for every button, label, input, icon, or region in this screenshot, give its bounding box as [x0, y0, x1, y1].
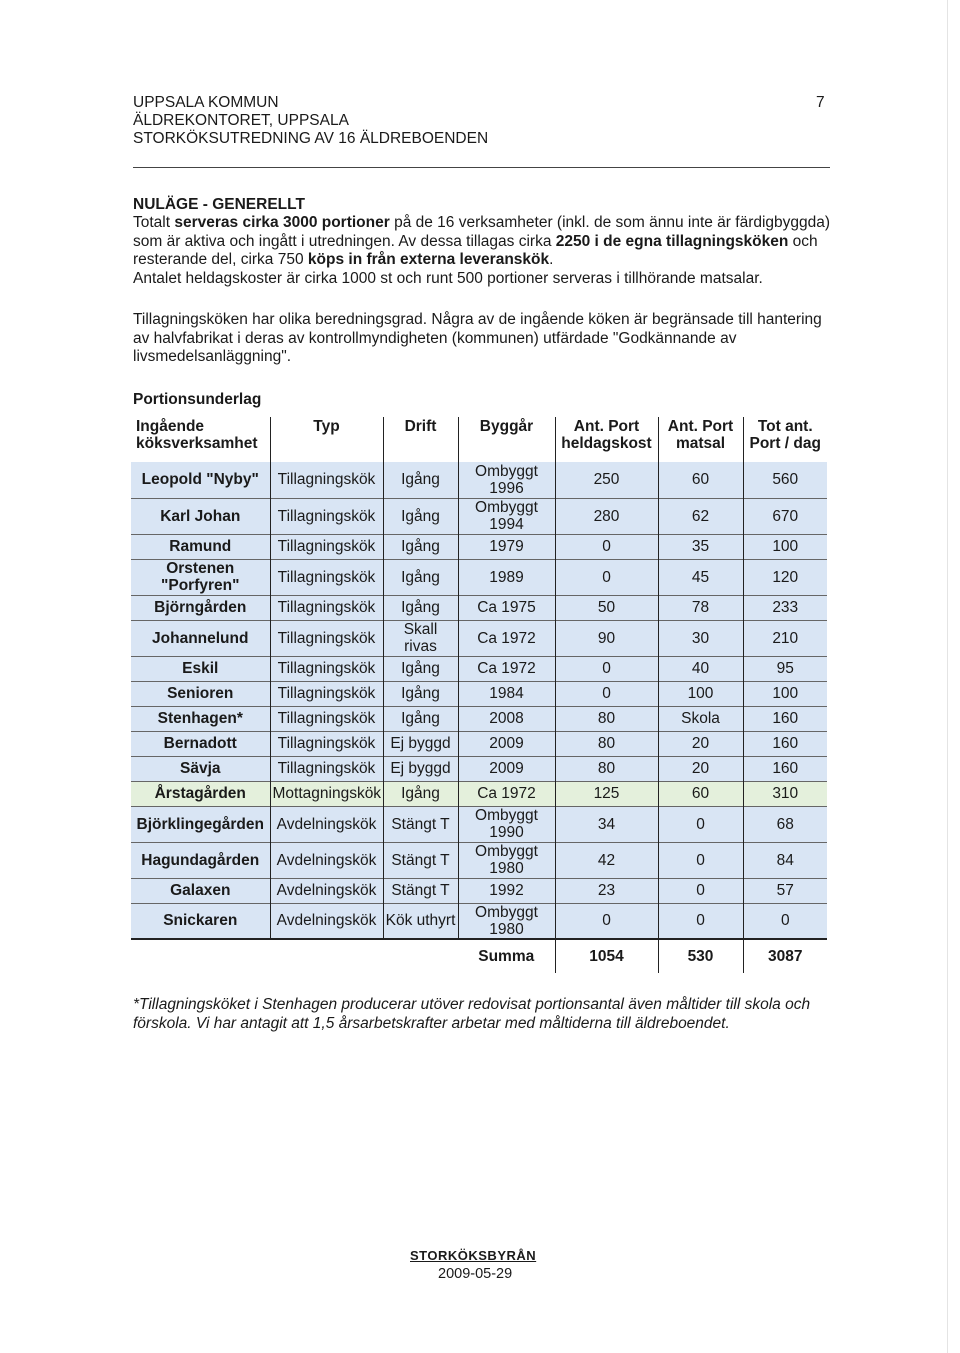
cell-built: 1989 — [458, 559, 555, 595]
cell-name: Johannelund — [131, 620, 270, 656]
sum-fullday: 1054 — [555, 939, 658, 973]
cell-type: Tillagningskök — [270, 731, 383, 756]
sum-dining: 530 — [658, 939, 743, 973]
cell-status: Igång — [383, 462, 458, 498]
table-row — [131, 731, 827, 756]
table-row — [131, 756, 827, 781]
col-header-fullday: Ant. Port heldagskost — [555, 417, 658, 462]
cell-name: Bernadott — [131, 731, 270, 756]
cell-status: Igång — [383, 781, 458, 806]
cell-fullday: 80 — [555, 756, 658, 781]
cell-built: Ombyggt 1980 — [458, 903, 555, 939]
portions-table — [131, 417, 827, 973]
table-row — [131, 559, 827, 595]
cell-built: 1979 — [458, 534, 555, 559]
cell-total: 310 — [743, 781, 827, 806]
table-sum-row — [131, 939, 827, 973]
table-row — [131, 595, 827, 620]
col-header-kitchen: Ingående köksverksamhet — [136, 418, 258, 452]
cell-built: Ca 1972 — [458, 656, 555, 681]
cell-dining: 0 — [658, 903, 743, 939]
intro-paragraph — [133, 214, 833, 288]
preparation-paragraph: Tillagningsköken har olika beredningsgrad. Några av de ingående köken är begränsade till hantering av halvfabrikat i deras av kontrollmyndigheten (kommunen) utfärdade "Godkännande av livsmedelsanläggning". — [133, 311, 822, 365]
cell-built: Ombyggt 1990 — [458, 806, 555, 842]
cell-total: 210 — [743, 620, 827, 656]
cell-dining: 20 — [658, 731, 743, 756]
cell-type: Tillagningskök — [270, 595, 383, 620]
cell-status: Igång — [383, 559, 458, 595]
cell-built: 2008 — [458, 706, 555, 731]
cell-status: Stängt T — [383, 878, 458, 903]
cell-fullday: 80 — [555, 706, 658, 731]
header-report-title: STORKÖKSUTREDNING AV 16 ÄLDREBOENDEN — [133, 130, 489, 147]
sum-blank-cell — [270, 939, 383, 973]
table-row — [131, 706, 827, 731]
cell-type: Tillagningskök — [270, 706, 383, 731]
cell-built: Ombyggt 1980 — [458, 842, 555, 878]
col-header-total: Tot ant. Port / dag — [743, 417, 827, 462]
cell-status: Skall rivas — [383, 620, 458, 656]
intro-highlight: serveras cirka 3000 portioner — [174, 214, 390, 231]
table-row — [131, 656, 827, 681]
cell-dining: 40 — [658, 656, 743, 681]
table-row — [131, 498, 827, 534]
cell-dining: 20 — [658, 756, 743, 781]
table-header-row — [131, 417, 827, 462]
cell-type: Tillagningskök — [270, 656, 383, 681]
cell-status: Igång — [383, 534, 458, 559]
cell-total: 160 — [743, 706, 827, 731]
cell-total: 160 — [743, 731, 827, 756]
cell-total: 670 — [743, 498, 827, 534]
table-row — [131, 878, 827, 903]
cell-status: Ej byggd — [383, 756, 458, 781]
cell-fullday: 34 — [555, 806, 658, 842]
cell-dining: 35 — [658, 534, 743, 559]
cell-name: Orstenen "Porfyren" — [131, 559, 270, 595]
cell-type: Tillagningskök — [270, 462, 383, 498]
table-row — [131, 620, 827, 656]
cell-type: Avdelningskök — [270, 903, 383, 939]
cell-built: Ca 1972 — [458, 620, 555, 656]
cell-type: Avdelningskök — [270, 842, 383, 878]
intro-highlight: köps in från externa leveranskök — [307, 251, 550, 268]
table-row — [131, 462, 827, 498]
cell-name: Björngården — [131, 595, 270, 620]
table-row — [131, 842, 827, 878]
cell-name: Stenhagen* — [131, 706, 270, 731]
cell-status: Igång — [383, 595, 458, 620]
cell-fullday: 0 — [555, 903, 658, 939]
col-header-built: Byggår — [458, 417, 555, 462]
cell-total: 0 — [743, 903, 827, 939]
cell-type: Tillagningskök — [270, 681, 383, 706]
header-department: ÄLDREKONTORET, UPPSALA — [133, 112, 349, 129]
cell-dining: 100 — [658, 681, 743, 706]
cell-built: Ca 1972 — [458, 781, 555, 806]
header-divider — [133, 167, 830, 168]
intro-text: Totalt — [133, 214, 175, 231]
cell-built: 2009 — [458, 756, 555, 781]
col-header-dining: Ant. Port matsal — [658, 417, 743, 462]
table-row — [131, 903, 827, 939]
page-edge — [947, 0, 948, 1353]
cell-dining: 0 — [658, 878, 743, 903]
table-row — [131, 534, 827, 559]
cell-type: Tillagningskök — [270, 756, 383, 781]
cell-type: Tillagningskök — [270, 498, 383, 534]
cell-total: 95 — [743, 656, 827, 681]
cell-name: Galaxen — [131, 878, 270, 903]
cell-dining: Skola — [658, 706, 743, 731]
cell-status: Stängt T — [383, 806, 458, 842]
cell-name: Senioren — [131, 681, 270, 706]
sum-label: Summa — [458, 939, 555, 973]
cell-total: 120 — [743, 559, 827, 595]
cell-total: 560 — [743, 462, 827, 498]
intro-text: . — [549, 251, 554, 268]
table-row — [131, 681, 827, 706]
cell-status: Igång — [383, 681, 458, 706]
cell-type: Tillagningskök — [270, 559, 383, 595]
cell-total: 57 — [743, 878, 827, 903]
cell-built: Ombyggt 1994 — [458, 498, 555, 534]
footnote: *Tillagningsköket i Stenhagen producerar utöver redovisat portionsantal även måltider till skola och förskola. Vi har antagit att 1,5 årsarbetskrafter arbetar med måltiderna till äldreboendet. — [133, 996, 811, 1032]
cell-built: 2009 — [458, 731, 555, 756]
cell-built: Ombyggt 1996 — [458, 462, 555, 498]
header-org: UPPSALA KOMMUN — [133, 94, 279, 111]
cell-name: Hagundagården — [131, 842, 270, 878]
cell-status: Stängt T — [383, 842, 458, 878]
cell-name: Snickaren — [131, 903, 270, 939]
cell-total: 68 — [743, 806, 827, 842]
cell-dining: 0 — [658, 806, 743, 842]
table-row — [131, 806, 827, 842]
cell-dining: 62 — [658, 498, 743, 534]
table-row — [131, 781, 827, 806]
cell-type: Tillagningskök — [270, 534, 383, 559]
cell-built: 1992 — [458, 878, 555, 903]
sum-blank-cell — [383, 939, 458, 973]
cell-fullday: 90 — [555, 620, 658, 656]
cell-name: Ramund — [131, 534, 270, 559]
cell-fullday: 0 — [555, 559, 658, 595]
cell-dining: 0 — [658, 842, 743, 878]
cell-built: 1984 — [458, 681, 555, 706]
company-stamp: STORKÖKSBYRÅN — [410, 1248, 537, 1263]
cell-fullday: 250 — [555, 462, 658, 498]
document-date: 2009-05-29 — [438, 1266, 513, 1282]
cell-name: Leopold "Nyby" — [141, 471, 259, 489]
cell-fullday: 80 — [555, 731, 658, 756]
cell-name: Sävja — [131, 756, 270, 781]
cell-total: 84 — [743, 842, 827, 878]
cell-status: Igång — [383, 498, 458, 534]
document-header — [133, 94, 488, 148]
cell-fullday: 50 — [555, 595, 658, 620]
col-header-status: Drift — [383, 417, 458, 462]
cell-name: Björklingegården — [131, 806, 270, 842]
cell-status: Kök uthyrt — [383, 903, 458, 939]
intro-text: och resterande del, cirka 750 — [133, 232, 818, 268]
cell-dining: 60 — [658, 462, 743, 498]
cell-fullday: 23 — [555, 878, 658, 903]
cell-total: 100 — [743, 534, 827, 559]
cell-total: 233 — [743, 595, 827, 620]
cell-name: Karl Johan — [131, 498, 270, 534]
intro-highlight: 2250 i de egna tillagningsköken — [555, 232, 789, 250]
cell-dining: 30 — [658, 620, 743, 656]
cell-total: 100 — [743, 681, 827, 706]
sum-blank-cell — [131, 939, 270, 973]
intro-text: på de 16 verksamheter (inkl. de som ännu inte är färdigbyggda) som är aktiva och ingått i utredningen. Av dessa tillagas cirka — [133, 214, 831, 250]
cell-status: Igång — [383, 656, 458, 681]
cell-type: Avdelningskök — [270, 806, 383, 842]
cell-name: Årstagården — [131, 781, 270, 806]
cell-total: 160 — [743, 756, 827, 781]
cell-dining: 45 — [658, 559, 743, 595]
intro-text: Antalet heldagskoster är cirka 1000 st och runt 500 portioner serveras i tillhörande matsalar. — [133, 269, 763, 287]
cell-name: Eskil — [131, 656, 270, 681]
cell-type: Tillagningskök — [270, 620, 383, 656]
cell-type: Mottagningskök — [270, 781, 383, 806]
cell-fullday: 125 — [555, 781, 658, 806]
cell-dining: 78 — [658, 595, 743, 620]
page-number: 7 — [816, 94, 825, 111]
section-title: NULÄGE - GENERELLT — [133, 196, 305, 213]
table-title: Portionsunderlag — [133, 391, 262, 408]
cell-type: Avdelningskök — [270, 878, 383, 903]
col-header-type: Typ — [270, 417, 383, 462]
cell-fullday: 42 — [555, 842, 658, 878]
sum-total: 3087 — [743, 939, 827, 973]
cell-built: Ca 1975 — [458, 595, 555, 620]
cell-fullday: 280 — [555, 498, 658, 534]
cell-fullday: 0 — [555, 681, 658, 706]
cell-dining: 60 — [658, 781, 743, 806]
cell-fullday: 0 — [555, 656, 658, 681]
cell-fullday: 0 — [555, 534, 658, 559]
cell-status: Igång — [383, 706, 458, 731]
cell-status: Ej byggd — [383, 731, 458, 756]
